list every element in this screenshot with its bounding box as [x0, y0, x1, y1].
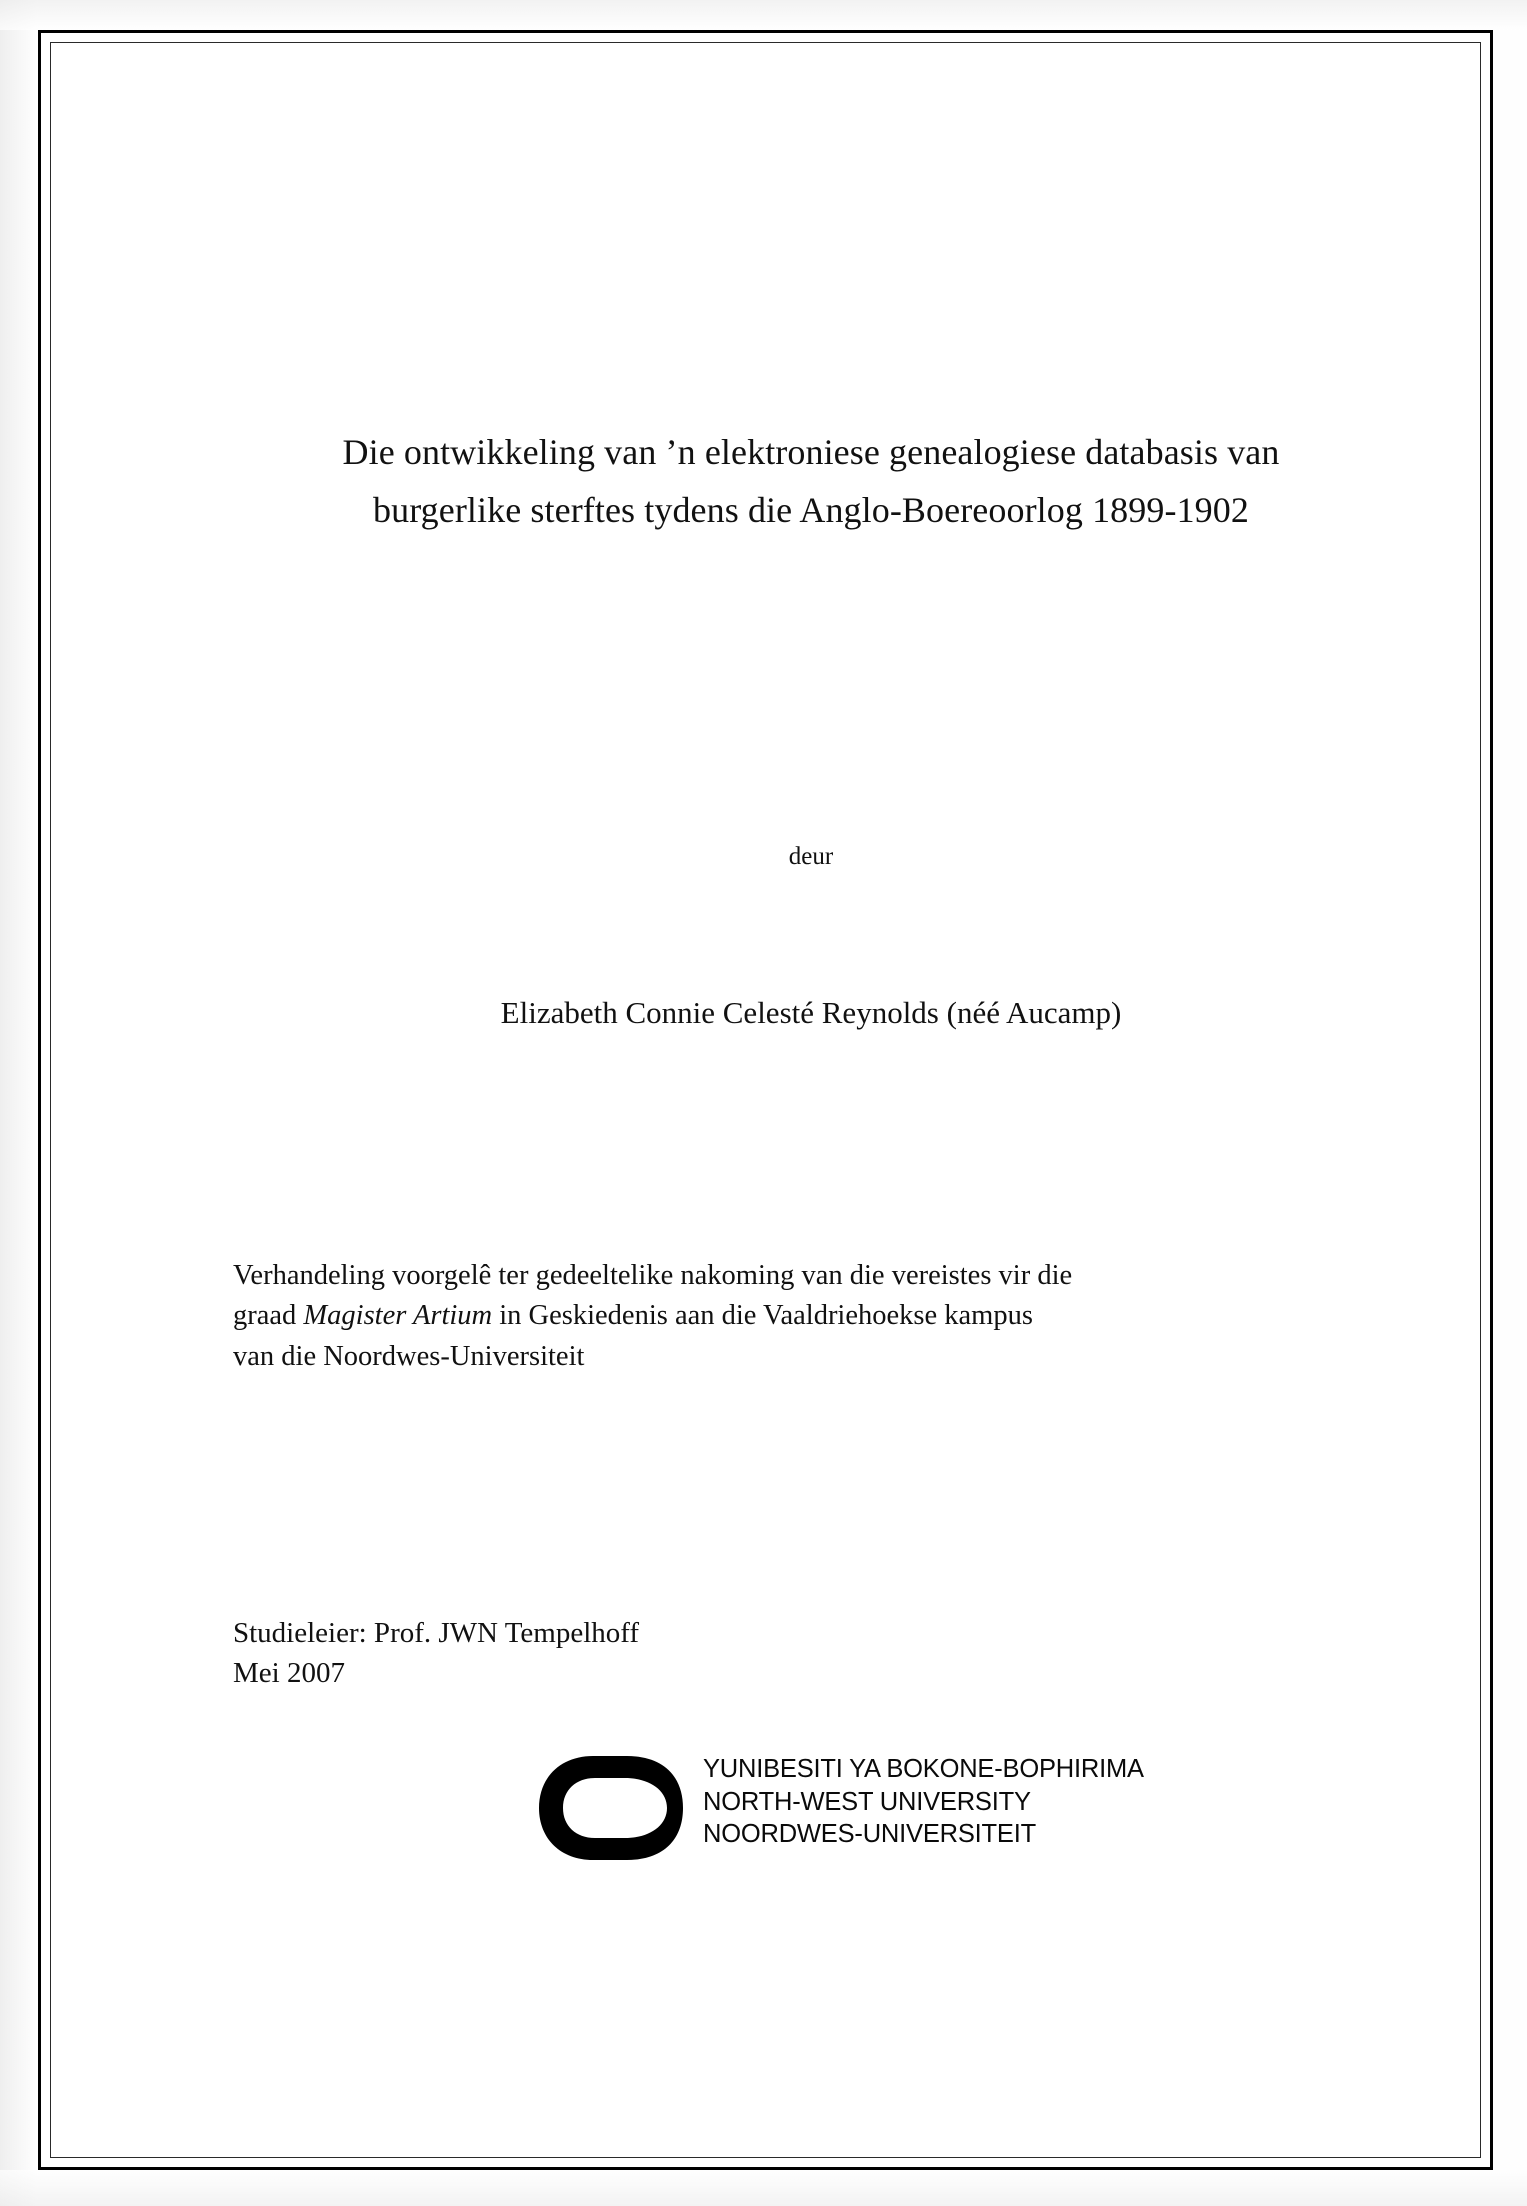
degree-statement-line-2-suffix: in Geskiedenis aan die Vaaldriehoekse kampus: [492, 1300, 1033, 1332]
logo-text-line-1: YUNIBESITI YA BOKONE-BOPHIRIMA: [703, 1755, 1144, 1783]
logo-text-line-2: NORTH-WEST UNIVERSITY: [703, 1787, 1031, 1816]
degree-statement: [233, 1256, 1375, 1377]
title-line-1: Die ontwikkeling van ’n elektroniese genealogiese databasis van: [342, 432, 1280, 472]
scan-edge-top: [0, 0, 1527, 30]
degree-statement-line-2: [233, 1296, 1375, 1336]
scan-edge-left: [0, 0, 38, 2206]
logo-text-line-3: NOORDWES-UNIVERSITEIT: [703, 1820, 1036, 1849]
scan-edge-bottom: [0, 2170, 1527, 2206]
by-label: deur: [788, 843, 834, 870]
nwu-logo-icon: [531, 1752, 691, 1864]
date-line: Mei 2007: [233, 1657, 345, 1690]
degree-statement-line-3: van die Noordwes-Universiteit: [233, 1340, 585, 1372]
university-logo: [531, 1748, 1331, 1878]
logo-text-block: [703, 1753, 1144, 1851]
degree-statement-line-2-prefix: graad: [233, 1300, 304, 1332]
title-line-2: burgerlike sterftes tydens die Anglo-Boereoorlog 1899-1902: [373, 490, 1249, 531]
thesis-title: [231, 423, 1391, 540]
supervisor-block: [233, 1613, 1233, 1693]
page-border: [38, 30, 1493, 2170]
title-page-content: [231, 123, 1391, 2123]
supervisor-line: Studieleier: Prof. JWN Tempelhoff: [233, 1617, 640, 1649]
degree-name-italic: Magister Artium: [303, 1300, 493, 1332]
author-name: Elizabeth Connie Celesté Reynolds (néé Aucamp): [500, 995, 1122, 1030]
degree-statement-line-1: Verhandeling voorgelê ter gedeeltelike nakoming van die vereistes vir die: [233, 1260, 1073, 1291]
